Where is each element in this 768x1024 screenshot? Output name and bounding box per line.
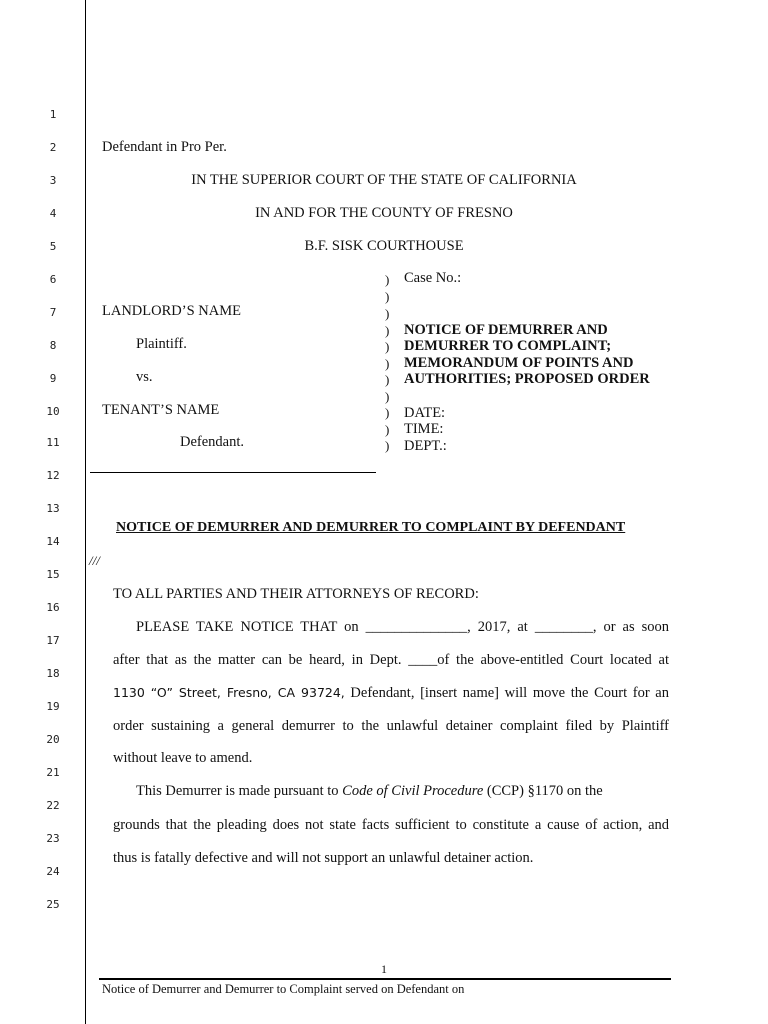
caption-paren: ): [385, 339, 390, 354]
paragraph-line: order sustaining a general demurrer to the unlawful detainer complaint filed by Plaintiff: [113, 718, 669, 734]
courthouse-name: B.F. SISK COURTHOUSE: [304, 238, 464, 254]
line-number: 14: [46, 535, 60, 548]
paragraph-line: grounds that the pleading does not state facts sufficient to constitute a cause of action, and: [113, 817, 669, 833]
line-number: 3: [49, 174, 57, 187]
defendant-label: Defendant.: [180, 434, 245, 450]
page-number: 1: [381, 962, 387, 976]
line-number: 11: [46, 436, 60, 449]
caption-paren: ): [385, 356, 390, 371]
case-number-label: Case No.:: [404, 270, 462, 286]
document-title-line: NOTICE OF DEMURRER AND: [404, 322, 608, 338]
hearing-date-label: DATE:: [404, 405, 446, 421]
line-number: 1: [49, 108, 57, 121]
plaintiff-label: Plaintiff.: [136, 336, 187, 352]
line-number: 8: [49, 339, 57, 352]
line-number: 5: [49, 240, 57, 253]
line-number: 9: [49, 372, 57, 385]
left-margin-rule: [85, 0, 86, 1024]
line-number: 21: [46, 766, 60, 779]
line-number: 6: [49, 273, 57, 286]
caption-paren: ): [385, 306, 390, 321]
defendant-name: TENANT’S NAME: [102, 402, 220, 418]
caption-paren: ): [385, 289, 390, 304]
pro-per-line: Defendant in Pro Per.: [102, 139, 227, 155]
line-number: 4: [49, 207, 57, 220]
line-number: 18: [46, 667, 60, 680]
hearing-dept-label: DEPT.:: [404, 438, 447, 454]
document-title-line: AUTHORITIES; PROPOSED ORDER: [404, 371, 650, 387]
statute-citation: Code of Civil Procedure: [342, 783, 484, 799]
line-number: 16: [46, 601, 60, 614]
caption-paren: ): [385, 422, 390, 437]
continuation-slashes: ///: [89, 553, 100, 568]
paragraph-line: thus is fatally defective and will not support an unlawful detainer action.: [113, 850, 534, 866]
to-all-parties: TO ALL PARTIES AND THEIR ATTORNEYS OF RECORD:: [113, 586, 479, 602]
footer-text: Notice of Demurrer and Demurrer to Complaint served on Defendant on: [102, 982, 465, 996]
line-number: 13: [46, 502, 60, 515]
document-title-line: MEMORANDUM OF POINTS AND: [404, 355, 634, 371]
line-number: 2: [49, 141, 57, 154]
paragraph-text: This Demurrer is made pursuant to: [136, 783, 343, 799]
paragraph-line: [113, 685, 669, 702]
court-county: IN AND FOR THE COUNTY OF FRESNO: [255, 205, 513, 221]
caption-paren: ): [385, 389, 390, 404]
paragraph-text: (CCP) §1170 on the: [483, 783, 603, 799]
line-number: 22: [46, 799, 60, 812]
caption-divider: [90, 472, 376, 473]
paragraph-line: [136, 783, 603, 800]
court-address: 1130 “O” Street, Fresno, CA 93724,: [113, 685, 345, 700]
paragraph-line: PLEASE TAKE NOTICE THAT on ______________, 2017, at ________, or as soon: [136, 619, 669, 635]
hearing-time-label: TIME:: [404, 421, 444, 437]
line-number: 19: [46, 700, 60, 713]
line-number: 25: [46, 898, 60, 911]
caption-paren: ): [385, 323, 390, 338]
line-number: 7: [49, 306, 57, 319]
caption-paren: ): [385, 438, 390, 453]
caption-paren: ): [385, 372, 390, 387]
court-name: IN THE SUPERIOR COURT OF THE STATE OF CALIFORNIA: [191, 172, 577, 188]
line-number: 24: [46, 865, 60, 878]
footer-divider: [99, 978, 671, 980]
paragraph-text: Defendant, [insert name] will move the Court for an: [344, 685, 669, 701]
document-title-line: DEMURRER TO COMPLAINT;: [404, 338, 612, 354]
line-number: 23: [46, 832, 60, 845]
line-number: 17: [46, 634, 60, 647]
line-number: 20: [46, 733, 60, 746]
notice-heading: NOTICE OF DEMURRER AND DEMURRER TO COMPLAINT BY DEFENDANT: [116, 520, 626, 535]
caption-paren: ): [385, 272, 390, 287]
line-number: 12: [46, 469, 60, 482]
versus-label: vs.: [136, 369, 153, 385]
paragraph-line: without leave to amend.: [113, 750, 253, 766]
caption-paren: ): [385, 405, 390, 420]
line-number: 10: [46, 405, 60, 418]
plaintiff-name: LANDLORD’S NAME: [102, 303, 241, 319]
paragraph-line: after that as the matter can be heard, in Dept. ____of the above-entitled Court located at: [113, 652, 669, 668]
line-number: 15: [46, 568, 60, 581]
